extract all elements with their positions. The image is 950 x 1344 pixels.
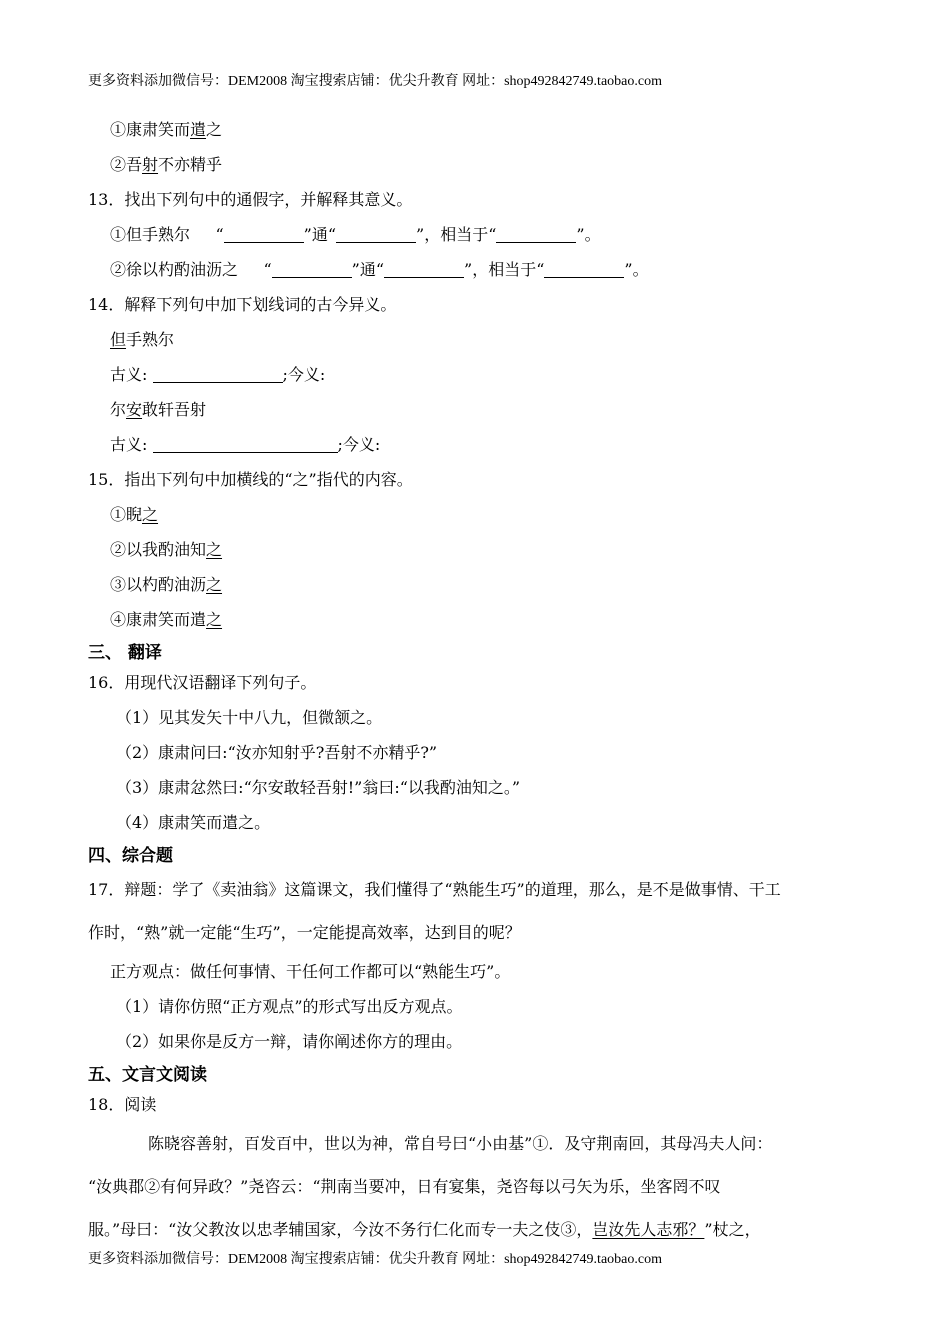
- answer-blank[interactable]: [544, 257, 624, 278]
- q15-item-text: ④康肃笑而遣: [110, 610, 207, 629]
- section-5-title: 五、文言文阅读: [88, 1065, 207, 1085]
- q15-item-text: ①睨: [110, 505, 143, 524]
- q17-sub-1: （1）请你仿照“正方观点”的形式写出反方观点。: [116, 997, 463, 1016]
- xiang-label: ”，相当于“: [464, 260, 545, 279]
- q14-s2-underlined: 安: [126, 400, 143, 419]
- q15-item-3: [88, 567, 868, 602]
- q12-item-1-post: 之: [206, 120, 223, 139]
- q14-meaning-2: [88, 427, 868, 462]
- q17-line-1: 17．辩题：学了《卖油翁》这篇课文，我们懂得了“熟能生巧”的道理，那么，是不是做事情、干工: [88, 880, 781, 899]
- tong-label: ”通“: [303, 225, 337, 244]
- answer-blank[interactable]: [153, 362, 283, 383]
- xiang-label: ”，相当于“: [416, 225, 497, 244]
- q13-stem: 13．找出下列句中的通假字，并解释其意义。: [88, 190, 413, 209]
- q16-item-3: （3）康肃忿然曰:“尔安敢轻吾射!”翁曰:“以我酌油知之。”: [116, 778, 521, 797]
- q15-item-2: [88, 532, 868, 567]
- q16-item-2: （2）康肃问曰:“汝亦知射乎?吾射不亦精乎?”: [116, 743, 438, 762]
- q15-item-underlined: 之: [206, 540, 223, 559]
- q13-item-1: [88, 217, 868, 252]
- q14-meaning-1: [88, 357, 868, 392]
- q18-p3-pre: 服。”母曰：“汝父教汝以忠孝辅国家，今汝不务行仁化而专一夫之伎③，: [88, 1220, 593, 1239]
- quote-open: “: [215, 225, 224, 244]
- q12-item-1: [88, 112, 868, 147]
- q14-sentence-2: [88, 392, 868, 427]
- tong-label: ”通“: [351, 260, 385, 279]
- quote-close: ”。: [576, 225, 601, 244]
- q15-item-text: ③以杓酌油沥: [110, 575, 207, 594]
- q17-pro-view: 正方观点：做任何事情、干任何工作都可以“熟能生巧”。: [110, 962, 511, 981]
- q15-stem: 15．指出下列句中加横线的“之”指代的内容。: [88, 470, 413, 489]
- q17-line-2: 作时，“熟”就一定能“生巧”，一定能提高效率，达到目的呢？: [88, 923, 521, 942]
- q18-passage-line-3: [88, 1208, 868, 1251]
- q18-passage-line-2: “汝典郡②有何异政？”尧咨云：“荆南当要冲，日有宴集，尧咨每以弓矢为乐，坐客罔不叹: [88, 1177, 721, 1196]
- quote-open: “: [263, 260, 272, 279]
- q15-item-text: ②以我酌油知: [110, 540, 207, 559]
- q15-item-underlined: 之: [206, 610, 223, 629]
- q18-stem: 18．阅读: [88, 1095, 157, 1114]
- q14-s1-underlined: 但: [110, 330, 127, 349]
- q18-passage-line-1: 陈晓容善射，百发百中，世以为神，常自号曰“小由基”①．及守荆南回，其母冯夫人问：: [148, 1134, 773, 1153]
- q13-item-1-text: ①但手熟尔: [110, 225, 191, 244]
- q15-item-underlined: 之: [142, 505, 159, 524]
- section-3-title: 三、 翻译: [88, 643, 162, 663]
- answer-blank[interactable]: [224, 222, 304, 243]
- q16-item-4: （4）康肃笑而遣之。: [116, 813, 271, 832]
- q12-item-2: [88, 147, 868, 182]
- answer-blank[interactable]: [336, 222, 416, 243]
- jin-label: ;今义:: [337, 435, 381, 454]
- q14-s2-pre: 尔: [110, 400, 127, 419]
- page-header: 更多资料添加微信号：DEM2008 淘宝搜索店铺：优尖升教育 网址：shop492842749.taobao.com: [88, 74, 662, 89]
- q15-item-4: [88, 602, 868, 637]
- worksheet-content: [88, 112, 868, 1251]
- answer-blank[interactable]: [496, 222, 576, 243]
- q12-item-2-post: 不亦精乎: [158, 155, 223, 174]
- q14-sentence-1: [88, 322, 868, 357]
- section-4-title: 四、综合题: [88, 846, 173, 866]
- q13-item-2: [88, 252, 868, 287]
- q18-p3-post: ”杖之，: [704, 1220, 761, 1239]
- q16-item-1: （1）见其发矢十中八九，但微颔之。: [116, 708, 383, 727]
- jin-label: ;今义:: [282, 365, 326, 384]
- q12-item-1-underlined: 遣: [190, 120, 207, 139]
- q18-p3-underlined: 岂汝先人志邪？: [592, 1220, 705, 1239]
- gu-label: 古义:: [110, 435, 148, 454]
- q12-item-2-underlined: 射: [142, 155, 159, 174]
- quote-close: ”。: [624, 260, 649, 279]
- answer-blank[interactable]: [272, 257, 352, 278]
- answer-blank[interactable]: [384, 257, 464, 278]
- q17-sub-2: （2）如果你是反方一辩，请你阐述你方的理由。: [116, 1032, 463, 1051]
- q15-item-underlined: 之: [206, 575, 223, 594]
- q15-item-1: [88, 497, 868, 532]
- q14-s1-post: 手熟尔: [126, 330, 175, 349]
- page-footer: 更多资料添加微信号：DEM2008 淘宝搜索店铺：优尖升教育 网址：shop492842749.taobao.com: [88, 1252, 662, 1267]
- gu-label: 古义:: [110, 365, 148, 384]
- q14-stem: 14．解释下列句中加下划线词的古今异义。: [88, 295, 397, 314]
- q13-item-2-text: ②徐以杓酌油沥之: [110, 260, 239, 279]
- q14-s2-post: 敢轩吾射: [142, 400, 207, 419]
- q12-item-2-pre: ②吾: [110, 155, 143, 174]
- answer-blank[interactable]: [153, 432, 338, 453]
- q12-item-1-pre: ①康肃笑而: [110, 120, 191, 139]
- q16-stem: 16．用现代汉语翻译下列句子。: [88, 673, 317, 692]
